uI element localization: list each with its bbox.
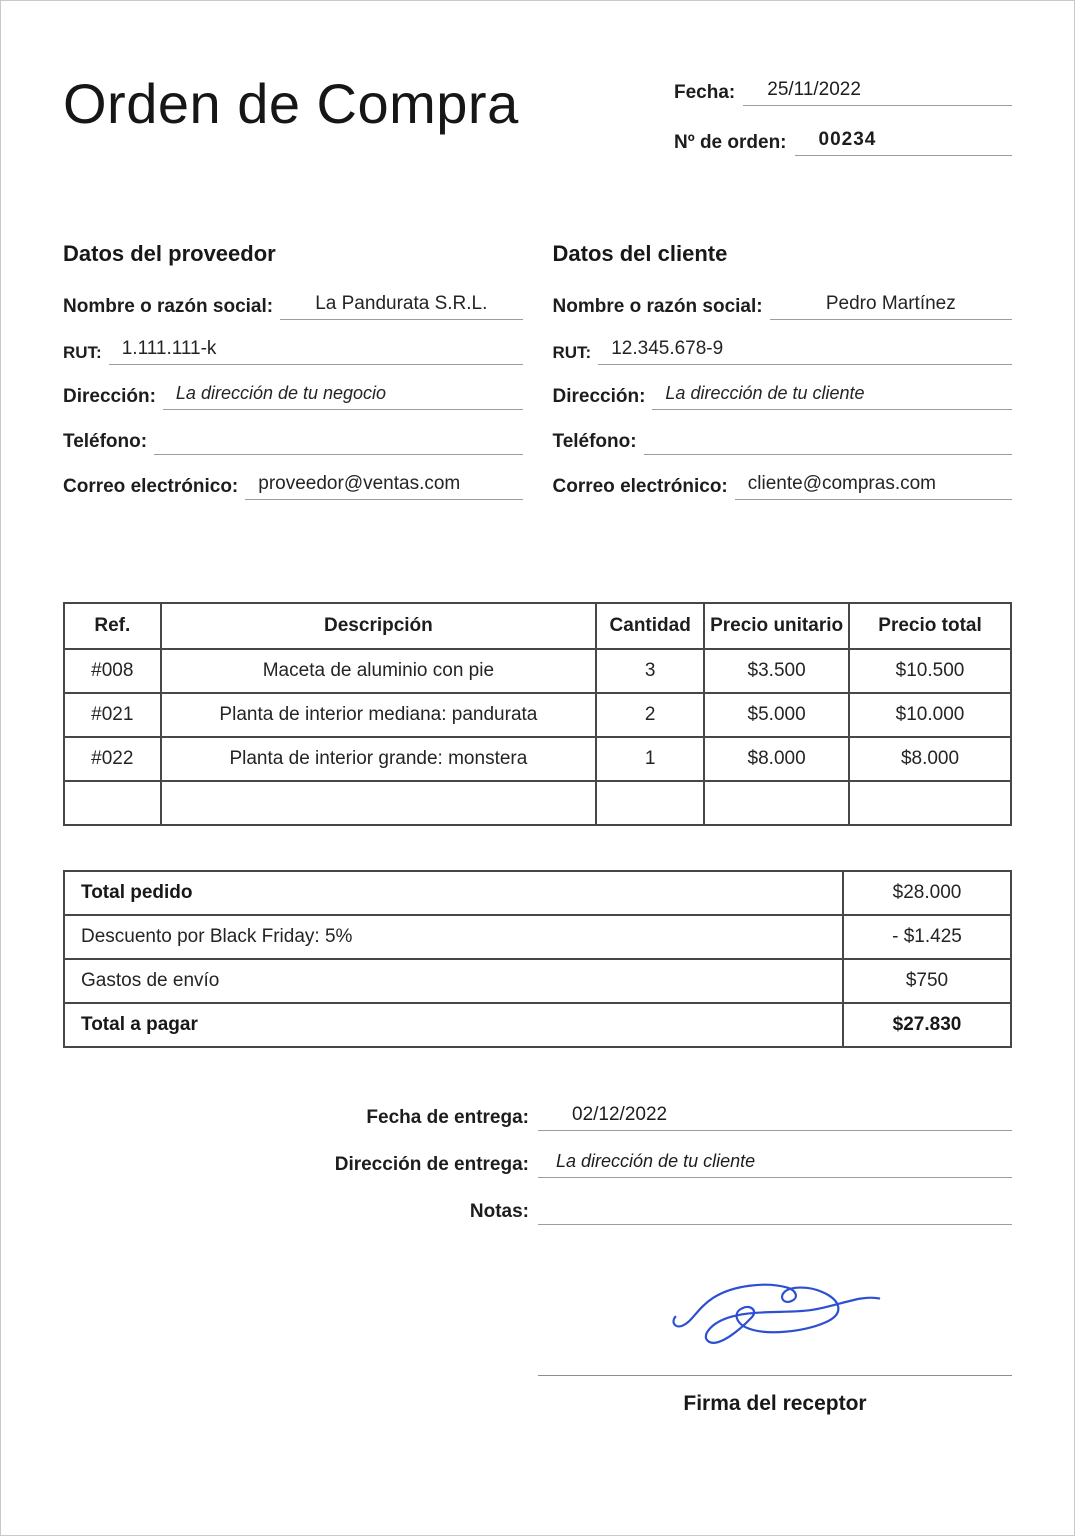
header: [63, 73, 1012, 179]
cell-description: Planta de interior mediana: pandurata: [161, 693, 597, 737]
page-title: Orden de Compra: [63, 72, 519, 135]
provider-email-value: proveedor@ventas.com: [245, 473, 522, 500]
client-rut-value: 12.345.678-9: [598, 338, 1012, 365]
grand-total-label: Total a pagar: [64, 1003, 843, 1047]
provider-address-field: [63, 383, 523, 410]
client-email-label: Correo electrónico:: [552, 476, 728, 497]
client-email-value: cliente@compras.com: [735, 473, 1012, 500]
signature-label: Firma del receptor: [683, 1392, 867, 1415]
cell-unit-price: $5.000: [704, 693, 849, 737]
cell-ref: [64, 781, 161, 825]
shipping-label: Gastos de envío: [64, 959, 843, 1003]
table-row: [64, 693, 1011, 737]
grand-total-value: $27.830: [843, 1003, 1011, 1047]
cell-quantity: 3: [596, 649, 704, 693]
subtotal-label: Total pedido: [64, 871, 843, 915]
provider-name-label: Nombre o razón social:: [63, 296, 274, 317]
totals-row-subtotal: [64, 871, 1011, 915]
cell-unit-price: $3.500: [704, 649, 849, 693]
notes-field: [63, 1198, 1012, 1225]
cell-unit-price: [704, 781, 849, 825]
provider-name-field: [63, 293, 523, 320]
client-phone-value: [644, 428, 1012, 455]
cell-description: Maceta de aluminio con pie: [161, 649, 597, 693]
discount-label: Descuento por Black Friday: 5%: [64, 915, 843, 959]
discount-value: - $1.425: [843, 915, 1011, 959]
client-email-field: [553, 473, 1013, 500]
provider-phone-value: [154, 428, 522, 455]
items-header-row: [64, 603, 1011, 649]
client-address-value: La dirección de tu cliente: [652, 383, 1012, 410]
provider-email-label: Correo electrónico:: [63, 476, 239, 497]
delivery-section: [63, 1104, 1012, 1225]
items-table: [63, 602, 1012, 826]
column-header-quantity: Cantidad: [596, 603, 704, 649]
date-label: Fecha:: [674, 82, 736, 103]
cell-total-price: $8.000: [849, 737, 1011, 781]
cell-ref: #021: [64, 693, 161, 737]
cell-total-price: $10.500: [849, 649, 1011, 693]
client-rut-label: RUT:: [552, 343, 592, 362]
notes-label: Notas:: [469, 1201, 529, 1222]
client-section: [553, 241, 1013, 518]
column-header-total-price: Precio total: [849, 603, 1011, 649]
column-header-description: Descripción: [161, 603, 597, 649]
date-value: 25/11/2022: [743, 79, 1012, 106]
cell-quantity: [596, 781, 704, 825]
date-field: [674, 79, 1012, 106]
cell-description: [161, 781, 597, 825]
cell-total-price: $10.000: [849, 693, 1011, 737]
totals-table: [63, 870, 1012, 1048]
client-rut-field: [553, 338, 1013, 365]
cell-ref: #008: [64, 649, 161, 693]
provider-rut-label: RUT:: [63, 343, 102, 362]
table-row: [64, 649, 1011, 693]
delivery-date-value: 02/12/2022: [538, 1104, 1012, 1131]
parties: [63, 241, 1012, 518]
delivery-address-field: [63, 1151, 1012, 1178]
provider-email-field: [63, 473, 523, 500]
provider-rut-field: [63, 338, 523, 365]
delivery-date-field: [63, 1104, 1012, 1131]
signature-scribble: [665, 1269, 885, 1369]
column-header-ref: Ref.: [64, 603, 161, 649]
client-name-label: Nombre o razón social:: [552, 296, 763, 317]
cell-unit-price: $8.000: [704, 737, 849, 781]
order-number-label: Nº de orden:: [674, 132, 787, 153]
provider-rut-value: 1.111.111-k: [109, 338, 523, 365]
notes-value: [538, 1198, 1012, 1225]
delivery-address-label: Dirección de entrega:: [334, 1154, 529, 1175]
shipping-value: $750: [843, 959, 1011, 1003]
totals-row-discount: [64, 915, 1011, 959]
client-address-field: [553, 383, 1013, 410]
signature-stroke: [674, 1285, 880, 1343]
cell-ref: #022: [64, 737, 161, 781]
header-fields: [674, 79, 1012, 179]
signature-block: [538, 1269, 1012, 1416]
table-row: [64, 737, 1011, 781]
provider-name-value: La Pandurata S.R.L.: [280, 293, 522, 320]
provider-address-label: Dirección:: [63, 386, 156, 407]
client-name-value: Pedro Martínez: [770, 293, 1012, 320]
provider-phone-label: Teléfono:: [63, 431, 148, 452]
provider-address-value: La dirección de tu negocio: [163, 383, 523, 410]
cell-description: Planta de interior grande: monstera: [161, 737, 597, 781]
table-row-empty: [64, 781, 1011, 825]
client-address-label: Dirección:: [552, 386, 646, 407]
order-number-value: 00234: [795, 129, 1013, 156]
provider-section: [63, 241, 523, 518]
signature-line: [538, 1375, 1012, 1376]
cell-quantity: 1: [596, 737, 704, 781]
cell-quantity: 2: [596, 693, 704, 737]
cell-total-price: [849, 781, 1011, 825]
order-number-field: [674, 129, 1012, 156]
client-heading: Datos del cliente: [552, 241, 728, 266]
totals-row-shipping: [64, 959, 1011, 1003]
provider-heading: Datos del proveedor: [63, 241, 276, 266]
client-phone-field: [553, 428, 1013, 455]
column-header-unit-price: Precio unitario: [704, 603, 849, 649]
delivery-address-value: La dirección de tu cliente: [538, 1151, 1012, 1178]
provider-phone-field: [63, 428, 523, 455]
totals-row-grand-total: [64, 1003, 1011, 1047]
delivery-date-label: Fecha de entrega:: [366, 1107, 529, 1128]
subtotal-value: $28.000: [843, 871, 1011, 915]
client-name-field: [553, 293, 1013, 320]
client-phone-label: Teléfono:: [552, 431, 637, 452]
